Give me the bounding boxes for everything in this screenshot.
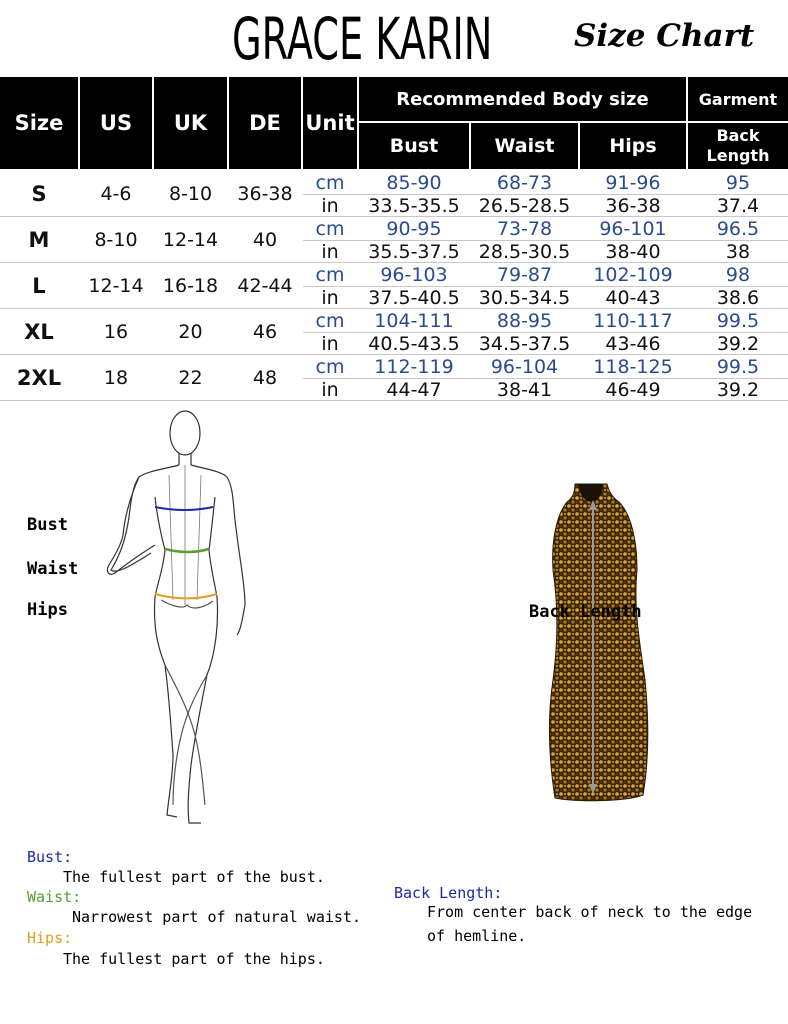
page-title: Size Chart xyxy=(574,18,755,54)
table-cell-size: XL xyxy=(24,320,54,344)
table-cell-de: 48 xyxy=(252,367,278,389)
table-cell-back-length: 39.2 xyxy=(716,378,760,401)
header-back-length-line1: Back xyxy=(716,126,760,145)
waist-label: Waist xyxy=(27,559,79,579)
table-cell-us: 18 xyxy=(103,367,129,389)
table-cell-hips: 43-46 xyxy=(605,332,661,355)
table-cell-back-length: 38 xyxy=(725,240,751,263)
subrow-divider xyxy=(303,378,788,379)
table-cell-waist: 26.5-28.5 xyxy=(478,194,571,217)
hips-line xyxy=(155,594,217,599)
table-cell-waist: 96-104 xyxy=(490,355,559,378)
table-cell-unit: cm xyxy=(315,309,345,332)
hips-definition-title: Hips: xyxy=(27,929,73,947)
hips-label: Hips xyxy=(27,600,68,620)
table-cell-unit: in xyxy=(321,240,339,263)
table-cell-back-length: 96.5 xyxy=(716,217,760,240)
header-recommended: Recommended Body size xyxy=(359,77,686,121)
header-de: DE xyxy=(229,77,301,169)
table-cell-bust: 35.5-37.5 xyxy=(368,240,460,263)
table-cell-waist: 38-41 xyxy=(496,378,553,401)
table-cell-bust: 85-90 xyxy=(386,171,442,194)
table-cell-uk: 12-14 xyxy=(162,229,219,251)
table-cell-bust: 37.5-40.5 xyxy=(368,286,460,309)
table-cell-bust: 104-111 xyxy=(374,309,454,332)
table-cell-waist: 34.5-37.5 xyxy=(478,332,571,355)
header-garment: Garment xyxy=(688,77,788,121)
header-unit: Unit xyxy=(303,77,357,169)
table-cell-unit: cm xyxy=(315,171,345,194)
table-cell-waist: 73-78 xyxy=(496,217,553,240)
waist-definition-text: Narrowest part of natural waist. xyxy=(72,908,361,926)
table-cell-uk: 22 xyxy=(178,367,203,389)
body-measurement-figure xyxy=(95,405,265,835)
back-length-definition-text-line2: of hemline. xyxy=(427,927,527,945)
header-bust: Bust xyxy=(359,123,469,169)
table-cell-size: S xyxy=(31,182,47,206)
subrow-divider xyxy=(303,194,788,195)
table-cell-waist: 28.5-30.5 xyxy=(478,240,571,263)
bust-definition-title: Bust: xyxy=(27,848,73,866)
table-cell-size: M xyxy=(28,228,50,252)
bust-label: Bust xyxy=(27,515,68,535)
brand-logo-text: GRACE KARIN xyxy=(232,5,493,73)
table-cell-back-length: 95 xyxy=(725,171,751,194)
table-cell-us: 16 xyxy=(103,321,129,343)
back-length-label: Back Length xyxy=(529,602,642,622)
table-cell-back-length: 99.5 xyxy=(716,309,760,332)
table-cell-bust: 96-103 xyxy=(380,263,448,286)
table-cell-back-length: 38.6 xyxy=(716,286,760,309)
table-cell-unit: in xyxy=(321,378,339,401)
header-us: US xyxy=(80,77,152,169)
header-back-length xyxy=(688,123,788,169)
bust-definition-text: The fullest part of the bust. xyxy=(63,868,325,886)
table-cell-waist: 88-95 xyxy=(496,309,553,332)
table-cell-unit: cm xyxy=(315,263,345,286)
back-length-definition-text-line1: From center back of neck to the edge xyxy=(427,903,753,921)
table-cell-bust: 112-119 xyxy=(374,355,454,378)
table-cell-uk: 16-18 xyxy=(162,275,219,297)
dress-body xyxy=(549,484,647,801)
subrow-divider xyxy=(303,286,788,287)
table-cell-waist: 68-73 xyxy=(496,171,553,194)
table-cell-bust: 44-47 xyxy=(386,378,442,401)
table-cell-hips: 102-109 xyxy=(593,263,673,286)
back-length-definition-title: Back Length: xyxy=(394,884,503,902)
header-hips: Hips xyxy=(580,123,686,169)
table-cell-unit: in xyxy=(321,332,339,355)
table-cell-us: 4-6 xyxy=(100,183,132,205)
table-cell-hips: 38-40 xyxy=(605,240,661,263)
table-cell-hips: 91-96 xyxy=(605,171,661,194)
table-cell-uk: 20 xyxy=(178,321,203,343)
table-cell-de: 42-44 xyxy=(237,275,293,297)
table-cell-hips: 46-49 xyxy=(605,378,661,401)
table-cell-waist: 79-87 xyxy=(496,263,553,286)
table-cell-de: 40 xyxy=(252,229,278,251)
table-cell-hips: 118-125 xyxy=(593,355,673,378)
hips-definition-text: The fullest part of the hips. xyxy=(63,950,325,968)
header-size: Size xyxy=(0,77,78,169)
header-back-length-line2: Length xyxy=(706,146,770,165)
table-cell-back-length: 37.4 xyxy=(716,194,760,217)
table-cell-hips: 36-38 xyxy=(605,194,661,217)
table-cell-bust: 40.5-43.5 xyxy=(368,332,460,355)
table-cell-back-length: 39.2 xyxy=(716,332,760,355)
table-cell-waist: 30.5-34.5 xyxy=(478,286,571,309)
row-divider xyxy=(0,400,788,401)
table-cell-unit: in xyxy=(321,194,339,217)
table-cell-size: L xyxy=(32,274,46,298)
dress-product-image xyxy=(535,480,655,805)
waist-line xyxy=(165,549,209,552)
table-cell-us: 12-14 xyxy=(88,275,144,297)
table-cell-hips: 110-117 xyxy=(593,309,673,332)
subrow-divider xyxy=(303,332,788,333)
table-cell-unit: cm xyxy=(315,355,345,378)
table-cell-bust: 33.5-35.5 xyxy=(368,194,460,217)
table-cell-back-length: 99.5 xyxy=(716,355,760,378)
bust-line xyxy=(155,507,213,510)
table-cell-hips: 40-43 xyxy=(605,286,661,309)
table-cell-size: 2XL xyxy=(16,366,62,390)
table-cell-de: 36-38 xyxy=(237,183,293,205)
subrow-divider xyxy=(303,240,788,241)
table-cell-de: 46 xyxy=(252,321,278,343)
figure-head xyxy=(170,411,200,455)
table-cell-hips: 96-101 xyxy=(599,217,667,240)
header-waist: Waist xyxy=(471,123,578,169)
table-cell-uk: 8-10 xyxy=(168,183,213,205)
header-uk: UK xyxy=(154,77,227,169)
table-cell-bust: 90-95 xyxy=(386,217,442,240)
table-cell-unit: cm xyxy=(315,217,345,240)
table-cell-us: 8-10 xyxy=(94,229,138,251)
table-cell-unit: in xyxy=(321,286,339,309)
waist-definition-title: Waist: xyxy=(27,888,82,906)
table-cell-back-length: 98 xyxy=(725,263,751,286)
